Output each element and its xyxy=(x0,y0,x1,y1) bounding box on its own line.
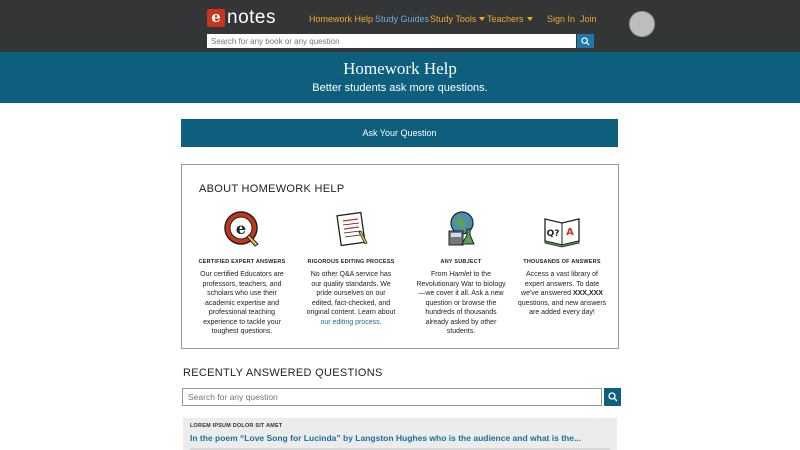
feature-text: to the Revolutionary War to biology—we cover it all. Ask a new question or browse the hundreds of thousands already asked by other students. xyxy=(416,271,506,335)
page-subtitle: Better students ask more questions. xyxy=(312,82,488,94)
page-title: Homework Help xyxy=(343,59,457,78)
feature-emphasis: Hamlet xyxy=(449,271,472,278)
ask-your-question-button[interactable]: Ask Your Question xyxy=(181,119,618,147)
nav-teachers[interactable] xyxy=(487,14,533,24)
nav-study-tools[interactable] xyxy=(430,14,485,24)
nav-homework-help[interactable]: Homework Help xyxy=(309,14,374,24)
certified-e-icon xyxy=(222,209,262,249)
homework-help-banner xyxy=(0,52,800,103)
nav-teachers-label: Teachers xyxy=(487,14,524,24)
chevron-down-icon xyxy=(527,17,533,21)
site-search-input[interactable] xyxy=(207,34,576,48)
answer-count: XXX,XXX xyxy=(572,290,603,297)
nav-study-tools-label: Study Tools xyxy=(430,14,477,24)
feature-text: No other Q&A service has our quality standards. We pride ourselves on our edited, fact-checked, and original content. Learn about xyxy=(306,271,396,316)
feature-text: From xyxy=(431,271,450,278)
editing-document-icon xyxy=(331,209,371,249)
chevron-down-icon xyxy=(479,17,485,21)
svg-text:A: A xyxy=(566,227,574,238)
sign-in-link[interactable]: Sign In xyxy=(547,14,576,24)
feature-description xyxy=(306,270,396,327)
site-search-button[interactable] xyxy=(577,34,594,48)
enotes-logo[interactable] xyxy=(207,8,276,28)
svg-text:Q?: Q? xyxy=(546,229,560,239)
feature-heading: THOUSANDS OF ANSWERS xyxy=(523,259,601,265)
question-subject-tag: LOREM IPSUM DOLOR SIT AMET xyxy=(190,423,283,429)
search-icon xyxy=(608,392,618,402)
feature-heading: CERTIFIED EXPERT ANSWERS xyxy=(198,259,286,265)
feature-editing-process xyxy=(306,209,396,327)
nav-study-guides[interactable]: Study Guides xyxy=(375,14,430,24)
feature-description xyxy=(517,270,607,318)
feature-description: Our certified Educators are professors, teachers, and scholars who use their academic expertise and professional teaching experience to tackle your toughest questions. xyxy=(200,271,284,335)
logo-e-mark: e xyxy=(207,9,225,27)
svg-text:e: e xyxy=(235,219,247,238)
feature-text: questions, and new answers are added every day! xyxy=(517,299,607,316)
logo-wordmark: notes xyxy=(227,7,276,28)
recent-questions-title: RECENTLY ANSWERED QUESTIONS xyxy=(183,367,383,379)
question-search-input[interactable] xyxy=(182,388,602,406)
avatar[interactable] xyxy=(629,11,655,37)
feature-any-subject xyxy=(416,209,506,337)
editing-process-link[interactable]: our editing process xyxy=(320,318,380,326)
feature-heading: ANY SUBJECT xyxy=(440,259,482,265)
about-title: ABOUT HOMEWORK HELP xyxy=(199,183,345,195)
search-icon xyxy=(581,37,590,46)
feature-description xyxy=(416,270,506,337)
feature-thousands-of-answers xyxy=(517,209,607,318)
feature-heading: RIGOROUS EDITING PROCESS xyxy=(307,259,395,265)
question-search-button[interactable] xyxy=(604,388,621,406)
feature-text: . xyxy=(379,318,382,326)
book-qa-icon xyxy=(542,209,582,249)
feature-certified-answers xyxy=(197,209,287,337)
about-homework-help-panel xyxy=(181,164,619,349)
globe-flask-icon xyxy=(441,209,481,249)
top-navigation-bar xyxy=(0,0,800,52)
join-link[interactable]: Join xyxy=(580,14,597,24)
question-title-link[interactable]: In the poem “Love Song for Lucinda” by Langston Hughes who is the audience and what is the... xyxy=(190,433,582,443)
question-card[interactable] xyxy=(183,418,617,450)
feature-text: Access a vast library of expert answers. To date we've answered xyxy=(521,271,600,297)
